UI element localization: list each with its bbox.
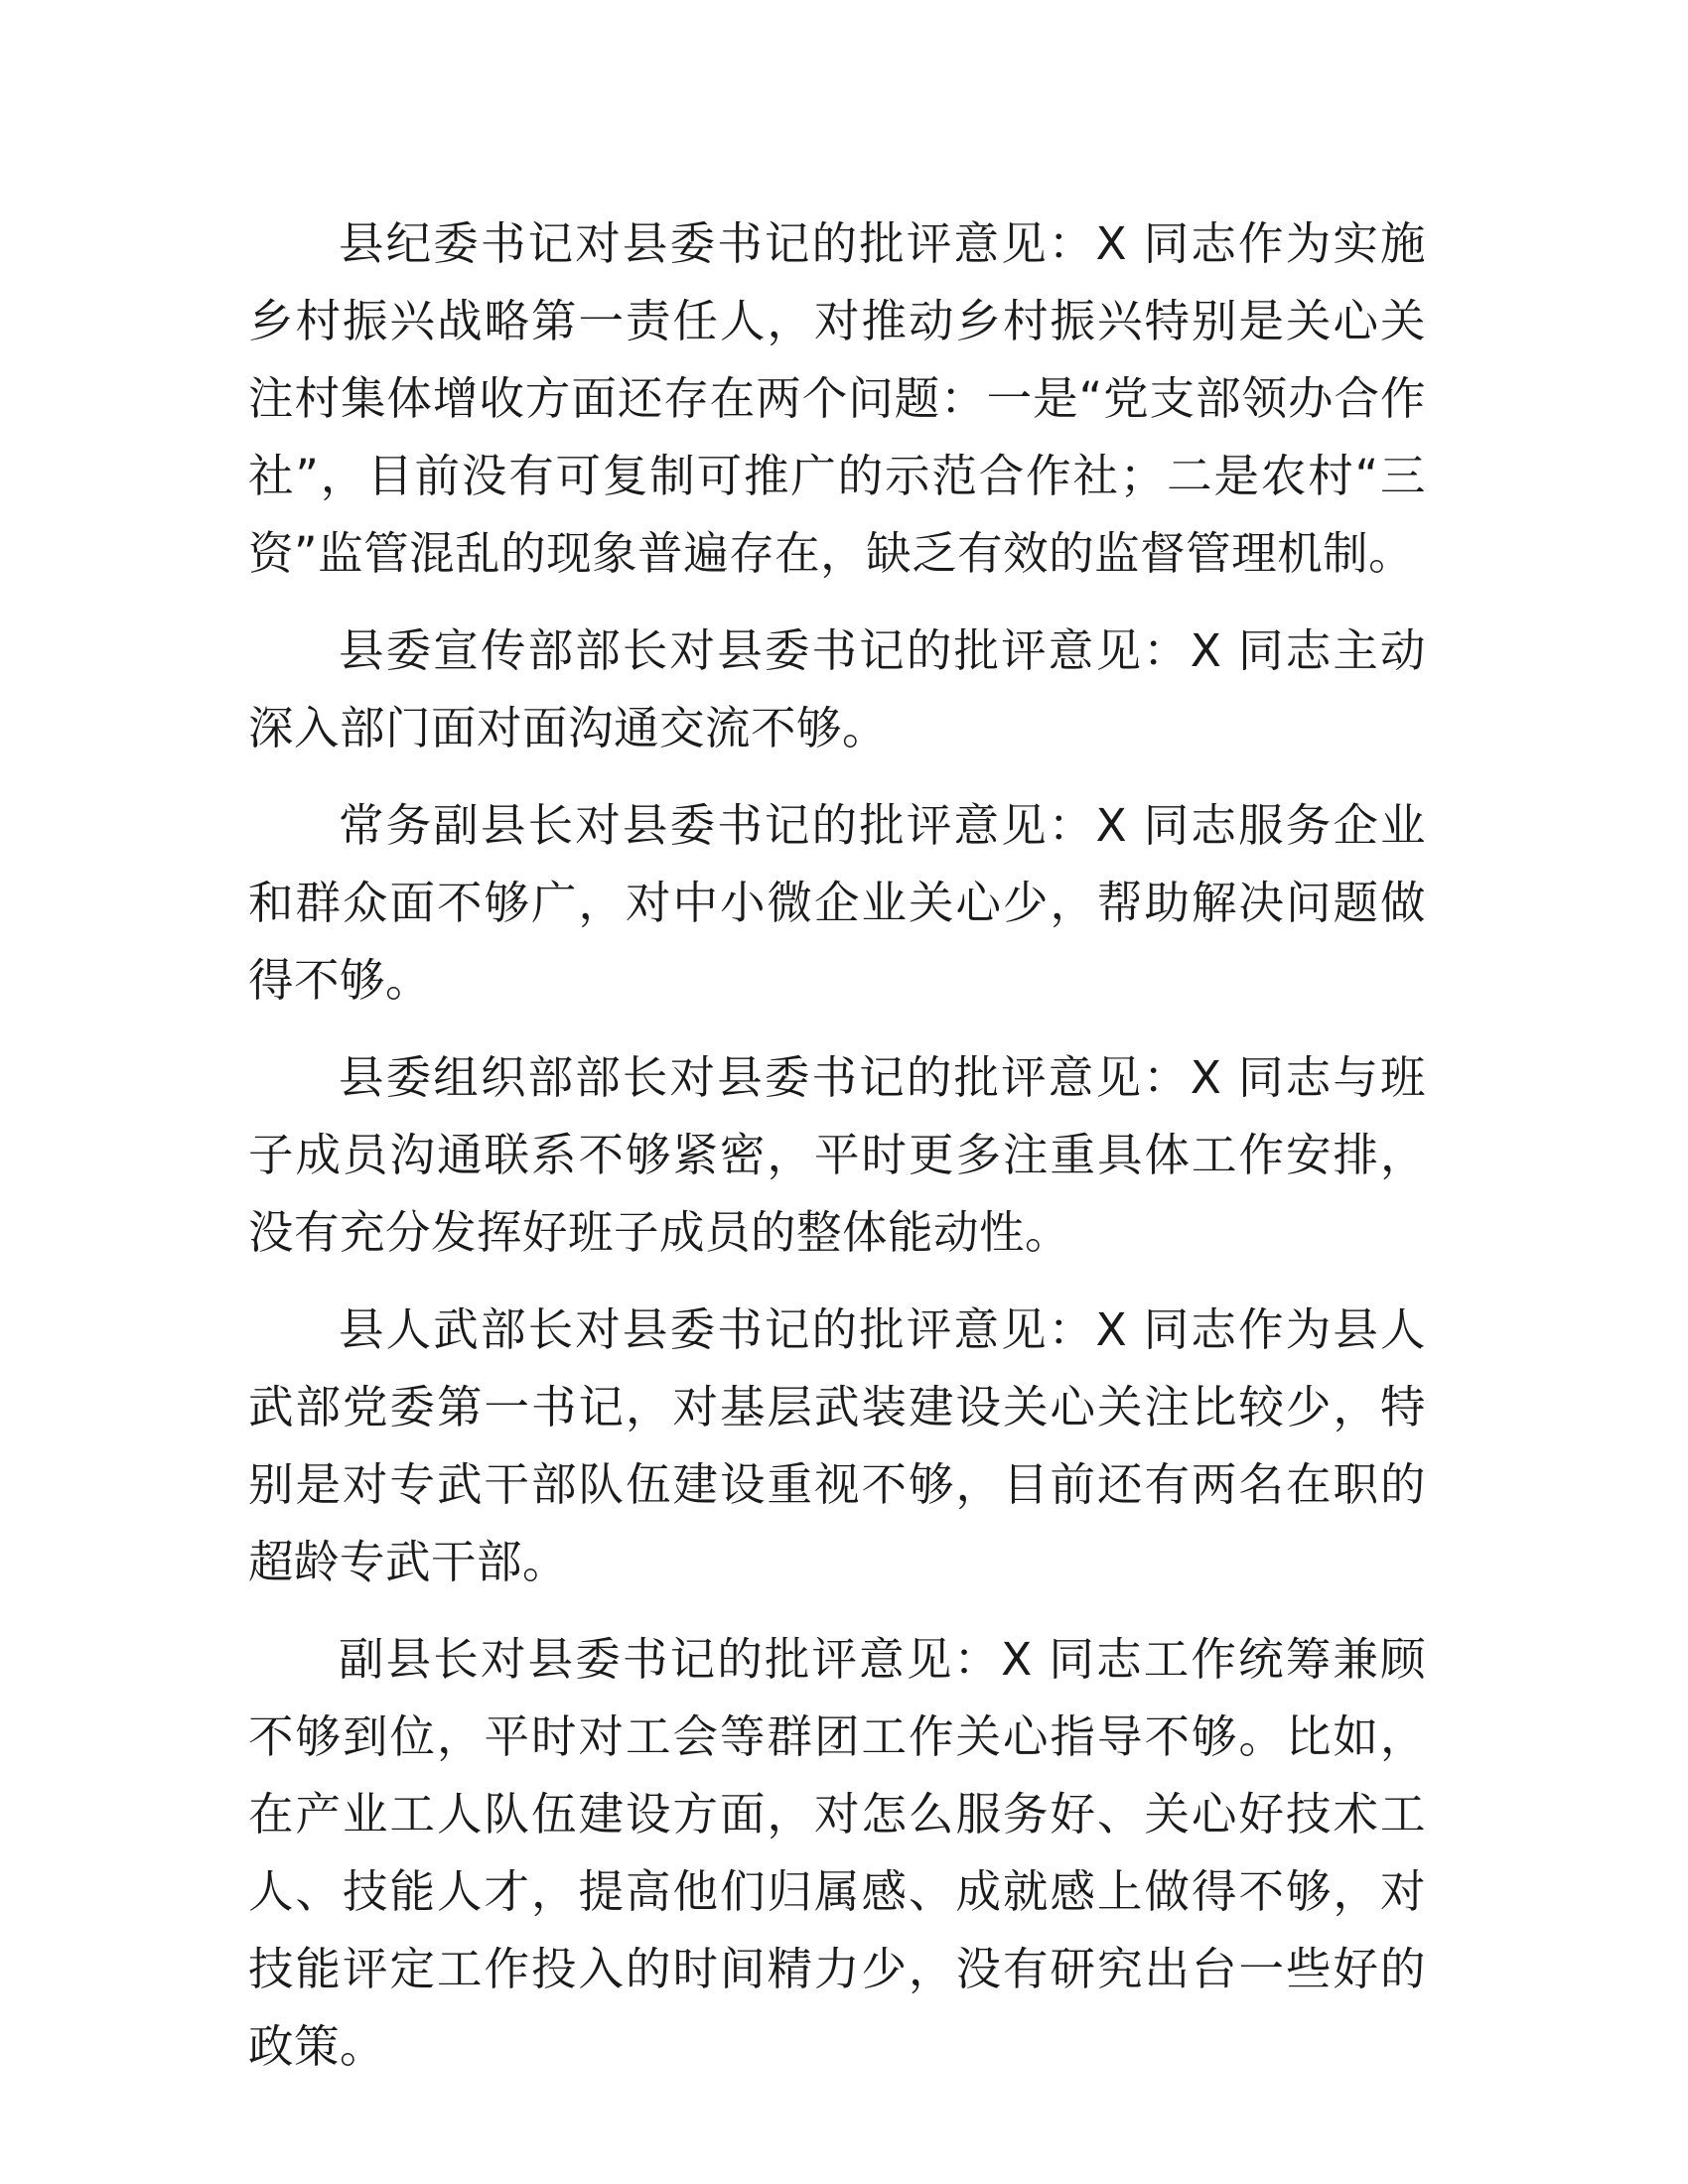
paragraph-deputy-magistrate: 副县长对县委书记的批评意见：X 同志工作统筹兼顾不够到位，平时对工会等群团工作关心指导不够。比如，在产业工人队伍建设方面，对怎么服务好、关心好技术工人、技能人才，提高他们归属感、成就感上做得不够，对技能评定工作投入的时间精力少，没有研究出台一些好的政策。 [248, 1633, 1426, 2073]
paragraph-propaganda-minister: 县委宣传部部长对县委书记的批评意见：X 同志主动深入部门面对面沟通交流不够。 [248, 624, 1426, 754]
paragraph-discipline-secretary: 县纪委书记对县委书记的批评意见：X 同志作为实施乡村振兴战略第一责任人，对推动乡村振兴特别是关心关注村集体增收方面还存在两个问题：一是“党支部领办合作社”，目前没有可复制可推广的示范合作社；二是农村“三资”监管混乱的现象普遍存在，缺乏有效的监督管理机制。 [248, 217, 1426, 580]
document-body [248, 205, 1426, 2106]
paragraph-organization-minister: 县委组织部部长对县委书记的批评意见：X 同志与班子成员沟通联系不够紧密，平时更多注重具体工作安排，没有充分发挥好班子成员的整体能动性。 [248, 1051, 1426, 1259]
paragraph-armed-forces-minister: 县人武部长对县委书记的批评意见：X 同志作为县人武部党委第一书记，对基层武装建设关心关注比较少，特别是对专武干部队伍建设重视不够，目前还有两名在职的超龄专武干部。 [248, 1303, 1426, 1588]
paragraph-executive-deputy-magistrate: 常务副县长对县委书记的批评意见：X 同志服务企业和群众面不够广，对中小微企业关心少，帮助解决问题做得不够。 [248, 799, 1426, 1007]
